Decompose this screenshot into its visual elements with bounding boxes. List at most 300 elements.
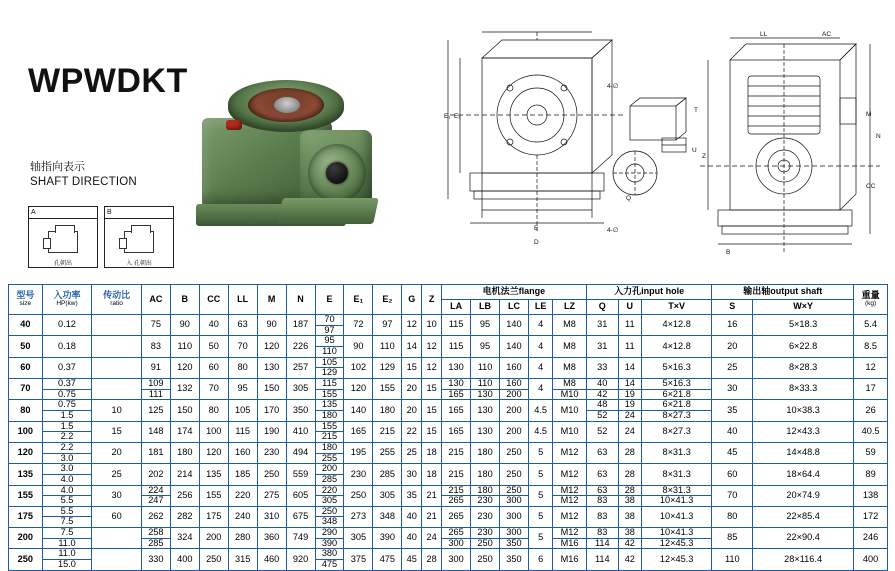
cell-model: 60 [9,357,43,378]
cell-TxV: 10×41.3 [641,506,712,527]
cell-LL: 280 [228,528,257,549]
svg-text:N: N [876,133,881,140]
cell-LE: 5 [528,464,552,485]
cell-Z: 15 [422,378,442,399]
cell-LE: 4 [528,378,552,399]
cell-LZ: M12 [553,442,586,463]
shaft-direction-boxes [28,206,178,268]
cell-Q: 63 [586,464,618,485]
svg-text:U: U [692,147,697,154]
col-LL: LL [228,285,257,315]
cell-N: 226 [286,336,315,357]
cell-Q: 63 83 [586,485,618,506]
cell-LL: 315 [228,549,257,570]
table-row [9,421,888,442]
cell-Z: 18 [422,442,442,463]
col-G: G [402,285,422,315]
cell-E1: 305 [344,528,373,549]
cell-power: 0.37 0.75 [42,378,92,399]
cell-LL: 70 [228,336,257,357]
cell-S: 40 [712,421,753,442]
cell-Q: 31 [586,336,618,357]
cell-model: 155 [9,485,43,506]
cell-N: 410 [286,421,315,442]
gearbox-oil-plug [226,120,242,130]
group-motor-flange: 电机法兰flange [442,285,587,300]
cell-E1: 90 [344,336,373,357]
cell-WxY: 8×28.3 [753,357,854,378]
cell-E2: 97 [373,315,402,336]
cell-B: 120 [170,357,199,378]
cell-Z: 12 [422,336,442,357]
cell-WxY: 8×33.3 [753,378,854,399]
col-B: B [170,285,199,315]
col-LZ: LZ [553,300,586,315]
col-AC: AC [141,285,170,315]
cell-Q: 83 [586,506,618,527]
specification-table [8,284,888,571]
group-input-hole: 入力孔input hole [586,285,712,300]
cell-LA: 215 265 [442,485,471,506]
cell-LB: 130 [471,421,500,442]
cell-WxY: 14×48.8 [753,442,854,463]
cell-LL: 240 [228,506,257,527]
cell-Z: 10 [422,315,442,336]
cell-TxV: 5×16.3 [641,357,712,378]
cell-LC: 250 300 [499,485,528,506]
cell-B: 400 [170,549,199,570]
cell-E: 290 390 [315,528,344,549]
cell-B: 214 [170,464,199,485]
cell-kg: 138 [854,485,888,506]
cell-Z: 24 [422,528,442,549]
cell-power: 0.75 1.5 [42,400,92,421]
cell-LC: 250 [499,464,528,485]
cell-LC: 350 [499,549,528,570]
col-power [42,285,92,315]
cell-power: 11.0 15.0 [42,549,92,570]
cell-Q: 40 42 [586,378,618,399]
cell-U: 14 [618,357,641,378]
cell-power: 1.5 2.2 [42,421,92,442]
gearbox-top-flange [228,80,344,132]
cell-M: 360 [257,528,286,549]
gearbox-output-hub [326,162,348,184]
cell-S: 16 [712,315,753,336]
page-title: WPWDKT [28,62,188,100]
cell-Z: 12 [422,357,442,378]
cell-TxV: 8×27.3 [641,421,712,442]
svg-text:4-∅: 4-∅ [607,227,619,234]
cell-LE: 4.5 [528,400,552,421]
cell-G: 35 [402,485,422,506]
cell-power: 7.5 11.0 [42,528,92,549]
cell-S: 20 [712,336,753,357]
cell-E2: 180 [373,400,402,421]
cell-U: 24 [618,421,641,442]
gearbox-product-image [180,58,410,263]
svg-text:AC: AC [822,31,832,38]
svg-text:Z: Z [702,153,706,160]
cell-TxV: 12×45.3 [641,549,712,570]
col-LC: LC [499,300,528,315]
cell-WxY: 20×74.9 [753,485,854,506]
cell-E: 180 255 [315,442,344,463]
cell-LL: 115 [228,421,257,442]
cell-B: 90 [170,315,199,336]
cell-M: 130 [257,357,286,378]
cell-E1: 72 [344,315,373,336]
col-Q: Q [586,300,618,315]
cell-E1: 165 [344,421,373,442]
col-weight [854,285,888,315]
cell-LC: 200 [499,400,528,421]
shaft-direction-label-cn: 轴指向表示 [30,161,85,173]
cell-kg: 40.5 [854,421,888,442]
technical-drawings [430,18,890,276]
svg-text:M: M [866,111,872,118]
cell-M: 310 [257,506,286,527]
cell-AC: 181 [141,442,170,463]
table-row [9,315,888,336]
svg-text:E₁: E₁ [444,113,451,120]
cell-LA: 215 [442,464,471,485]
cell-ratio [92,549,142,570]
cell-M: 150 [257,378,286,399]
cell-U: 38 42 [618,528,641,549]
cell-M: 90 [257,315,286,336]
cell-TxV: 5×16.3 6×21.8 [641,378,712,399]
cell-power: 2.2 3.0 [42,442,92,463]
cell-AC: 125 [141,400,170,421]
cell-model: 50 [9,336,43,357]
cell-E2: 129 [373,357,402,378]
cell-LB: 95 [471,315,500,336]
col-ratio-cn: 传动比 [103,290,131,301]
cell-E: 220 305 [315,485,344,506]
cell-E2: 390 [373,528,402,549]
col-E: E [315,285,344,315]
cell-TxV: 8×31.3 10×41.3 [641,485,712,506]
cell-LE: 4.5 [528,421,552,442]
svg-text:B: B [726,249,731,256]
cell-TxV: 8×31.3 [641,464,712,485]
cell-N: 494 [286,442,315,463]
cell-Q: 52 [586,421,618,442]
gearbox-top-flange-bore [248,88,324,122]
cell-ratio [92,315,142,336]
shaft-direction-box-a [28,206,98,268]
table-row [9,400,888,421]
cell-E1: 195 [344,442,373,463]
table-row [9,549,888,570]
gearbox-output-flange [308,144,366,202]
cell-AC: 148 [141,421,170,442]
svg-text:CC: CC [866,183,876,190]
cell-E2: 348 [373,506,402,527]
cell-G: 12 [402,315,422,336]
shaft-direction-label-en: SHAFT DIRECTION [30,176,137,188]
cell-E: 135 180 [315,400,344,421]
svg-text:LL: LL [760,31,768,38]
cell-LZ: M8 M10 [553,378,586,399]
col-model-sub: size [19,299,32,307]
cell-B: 256 [170,485,199,506]
cell-AC: 224 247 [141,485,170,506]
cell-LZ: M12 M16 [553,528,586,549]
cell-CC: 80 [199,400,228,421]
cell-kg: 12 [854,357,888,378]
gearbox-mini-icon [124,231,154,253]
col-model-cn: 型号 [16,290,35,301]
cell-CC: 250 [199,549,228,570]
cell-LA: 130 165 [442,378,471,399]
cell-N: 559 [286,464,315,485]
cell-E: 115 155 [315,378,344,399]
cell-LC: 140 [499,315,528,336]
cell-AC: 75 [141,315,170,336]
cell-CC: 40 [199,315,228,336]
svg-text:Q: Q [626,195,632,202]
cell-LC: 300 [499,506,528,527]
table-row [9,357,888,378]
cell-G: 15 [402,357,422,378]
cell-S: 30 [712,378,753,399]
cell-S: 85 [712,528,753,549]
cell-TxV: 10×41.3 12×45.3 [641,528,712,549]
cell-G: 40 [402,528,422,549]
cell-M: 250 [257,464,286,485]
col-U: U [618,300,641,315]
cell-M: 190 [257,421,286,442]
cell-LZ: M10 [553,421,586,442]
cell-G: 22 [402,421,422,442]
cell-E1: 120 [344,378,373,399]
cell-LE: 4 [528,357,552,378]
cell-N: 350 [286,400,315,421]
cell-LL: 220 [228,485,257,506]
cell-power: 0.12 [42,315,92,336]
cell-WxY: 22×90.4 [753,528,854,549]
cell-N: 675 [286,506,315,527]
cell-E: 105 129 [315,357,344,378]
cell-LL: 105 [228,400,257,421]
cell-kg: 8.5 [854,336,888,357]
cell-CC: 100 [199,421,228,442]
cell-AC: 109 111 [141,378,170,399]
cell-model: 80 [9,400,43,421]
cell-Z: 18 [422,464,442,485]
cell-LC: 200 [499,421,528,442]
cell-LA: 165 [442,421,471,442]
cell-G: 45 [402,549,422,570]
shaft-box-a-figure [29,219,97,268]
cell-E1: 250 [344,485,373,506]
cell-U: 28 [618,442,641,463]
cell-model: 70 [9,378,43,399]
cell-LB: 230 [471,506,500,527]
cell-kg: 400 [854,549,888,570]
cell-G: 40 [402,506,422,527]
cell-LZ: M16 [553,549,586,570]
cell-WxY: 22×85.4 [753,506,854,527]
cell-S: 70 [712,485,753,506]
cell-G: 30 [402,464,422,485]
cell-model: 175 [9,506,43,527]
cell-power: 5.5 7.5 [42,506,92,527]
table-row [9,528,888,549]
col-model [9,285,43,315]
cell-E1: 230 [344,464,373,485]
cell-TxV: 6×21.8 8×27.3 [641,400,712,421]
cell-B: 150 [170,400,199,421]
cell-U: 19 24 [618,400,641,421]
cell-LC: 160 200 [499,378,528,399]
cell-LB: 95 [471,336,500,357]
table-group-header-row [9,285,888,300]
cell-B: 180 [170,442,199,463]
cell-kg: 172 [854,506,888,527]
cell-Z: 21 [422,485,442,506]
cell-WxY: 5×18.3 [753,315,854,336]
cell-B: 132 [170,378,199,399]
cell-S: 80 [712,506,753,527]
cell-LZ: M12 [553,464,586,485]
cell-U: 28 [618,464,641,485]
col-N: N [286,285,315,315]
cell-model: 135 [9,464,43,485]
cell-Z: 21 [422,506,442,527]
cell-LZ: M8 [553,315,586,336]
cell-TxV: 4×12.8 [641,315,712,336]
cell-model: 100 [9,421,43,442]
cell-M: 460 [257,549,286,570]
cell-E1: 375 [344,549,373,570]
cell-power: 3.0 4.0 [42,464,92,485]
cell-S: 35 [712,400,753,421]
col-LB: LB [471,300,500,315]
cell-model: 250 [9,549,43,570]
cell-LB: 110 130 [471,378,500,399]
cell-S: 25 [712,357,753,378]
cell-LA: 265 300 [442,528,471,549]
col-LA: LA [442,300,471,315]
cell-N: 749 [286,528,315,549]
cell-LE: 5 [528,442,552,463]
cell-ratio [92,357,142,378]
cell-WxY: 10×38.3 [753,400,854,421]
cell-LC: 250 [499,442,528,463]
cell-E: 95 110 [315,336,344,357]
table-row [9,485,888,506]
cell-Z: 28 [422,549,442,570]
shaft-box-b-figure [105,219,173,268]
cell-LA: 300 [442,549,471,570]
cell-kg: 59 [854,442,888,463]
cell-kg: 17 [854,378,888,399]
cell-LA: 115 [442,315,471,336]
cell-model: 40 [9,315,43,336]
cell-G: 20 [402,400,422,421]
cell-LA: 265 [442,506,471,527]
table-row [9,378,888,399]
cell-AC: 91 [141,357,170,378]
col-E2: E₂ [373,285,402,315]
cell-CC: 60 [199,357,228,378]
cell-ratio [92,528,142,549]
col-Z: Z [422,285,442,315]
cell-kg: 89 [854,464,888,485]
cell-M: 230 [257,442,286,463]
cell-LB: 180 [471,442,500,463]
cell-Q: 83 114 [586,528,618,549]
cell-G: 14 [402,336,422,357]
cell-E2: 110 [373,336,402,357]
col-E1: E₁ [344,285,373,315]
specification-table-wrapper [8,284,888,571]
cell-S: 60 [712,464,753,485]
shaft-box-a-caption: 孔朝出 [53,261,72,267]
cell-kg: 246 [854,528,888,549]
cell-model: 120 [9,442,43,463]
cell-M: 170 [257,400,286,421]
cell-LC: 300 350 [499,528,528,549]
cell-E2: 155 [373,378,402,399]
cell-G: 20 [402,378,422,399]
svg-text:T: T [694,107,698,114]
cell-B: 324 [170,528,199,549]
cell-Q: 31 [586,315,618,336]
cell-LE: 5 [528,506,552,527]
col-weight-unit: (kg) [864,299,877,307]
col-WxY: W×Y [753,300,854,315]
table-row [9,506,888,527]
cell-LL: 95 [228,378,257,399]
col-TxV: T×V [641,300,712,315]
cell-CC: 50 [199,336,228,357]
cell-Q: 48 52 [586,400,618,421]
cell-LE: 4 [528,315,552,336]
cell-ratio: 20 [92,442,142,463]
gearbox-base-foot-side [277,198,379,224]
cell-LE: 6 [528,549,552,570]
cell-B: 110 [170,336,199,357]
cell-CC: 200 [199,528,228,549]
cell-ratio [92,336,142,357]
cell-AC: 83 [141,336,170,357]
cell-E2: 285 [373,464,402,485]
cell-N: 920 [286,549,315,570]
cell-AC: 258 285 [141,528,170,549]
cell-LB: 130 [471,400,500,421]
cell-S: 45 [712,442,753,463]
col-ratio-sub: ratio [110,299,123,307]
gearbox-mini-icon [48,231,78,253]
cell-U: 42 [618,549,641,570]
cell-LL: 80 [228,357,257,378]
cell-LC: 140 [499,336,528,357]
cell-LZ: M12 [553,506,586,527]
cell-U: 11 [618,336,641,357]
cell-E2: 475 [373,549,402,570]
cell-Q: 63 [586,442,618,463]
col-ratio [92,285,142,315]
cell-CC: 135 [199,464,228,485]
cell-LB: 110 [471,357,500,378]
cell-Z: 15 [422,400,442,421]
shaft-box-b-caption: 入 孔朝出 [126,261,152,267]
cell-LA: 165 [442,400,471,421]
